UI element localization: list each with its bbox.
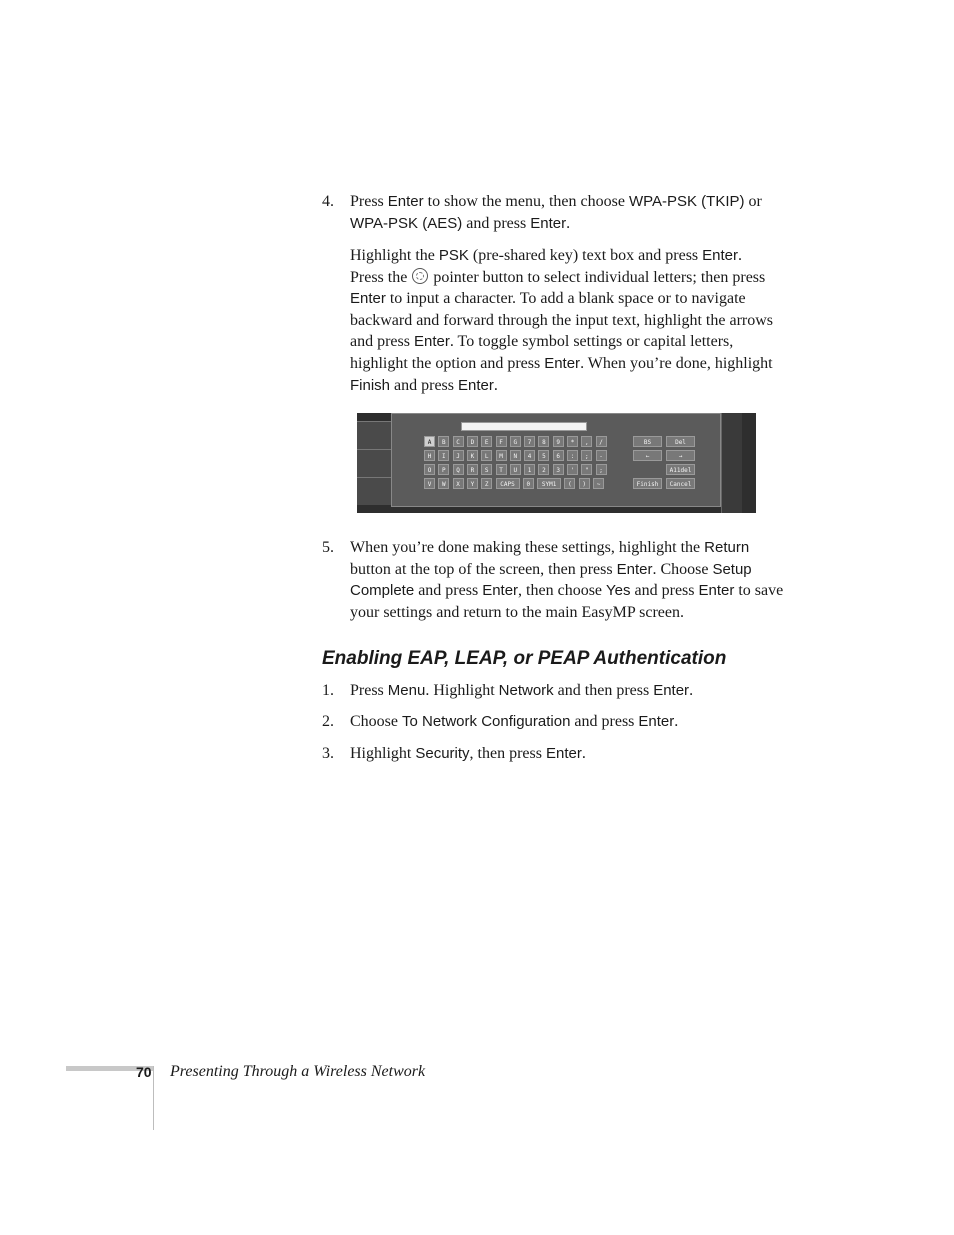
keyboard-key: 1: [524, 464, 535, 475]
pointer-button-icon: [412, 268, 428, 284]
keyboard-key: :: [567, 450, 578, 461]
list-item: 1. Press Menu. Highlight Network and then press Enter.: [322, 682, 694, 699]
keyboard-key: 0: [523, 478, 534, 489]
keyboard-key: 8: [538, 436, 549, 447]
keyboard-key: ": [581, 464, 592, 475]
keyboard-key: CAPS: [496, 478, 520, 489]
keyboard-key: C: [453, 436, 464, 447]
keyboard-key: S: [481, 464, 492, 475]
step-text: When you’re done making these settings, highlight the Return button at the top of the screen, then press Enter. Choose Setup Complete and press Enter, then choose Yes and press Enter to save your settings and return to the main EasyMP screen.: [350, 539, 784, 621]
keyboard-key: M: [496, 450, 507, 461]
keyboard-key: Y: [467, 478, 478, 489]
keyboard-key: 6: [553, 450, 564, 461]
keyboard-key: H: [424, 450, 435, 461]
keyboard-key: -: [596, 450, 607, 461]
keyboard-key: 2: [538, 464, 549, 475]
keyboard-key: 5: [538, 450, 549, 461]
keyboard-key: ;: [596, 464, 607, 475]
keyboard-key: B: [438, 436, 449, 447]
keyboard-key: SYM1: [537, 478, 561, 489]
keyboard-key: ;: [581, 450, 592, 461]
keyboard-key: K: [467, 450, 478, 461]
keyboard-key: L: [481, 450, 492, 461]
psk-field: [461, 422, 587, 431]
keyboard-key: 7: [524, 436, 535, 447]
psk-instructions: Highlight the PSK (pre-shared key) text box and press Enter. Press the pointer button to select individual letters; then press Enter to input a character. To add a blank space or to navigate backward and forward through the input text, highlight the arrows and press Enter. To toggle symbol settings or capital letters, highlight the option and press Enter. When you’re done, highlight Finish and press Enter.: [350, 247, 773, 394]
keyboard-key: I: [438, 450, 449, 461]
list-item: 3. Highlight Security, then press Enter.: [322, 745, 586, 762]
section-heading: Enabling EAP, LEAP, or PEAP Authentication: [322, 648, 727, 669]
keyboard-function-key: Finish: [633, 478, 662, 489]
keyboard-key: ': [567, 464, 578, 475]
step-5: [322, 537, 784, 623]
keyboard-key: A: [424, 436, 435, 447]
page-number: 70: [136, 1064, 152, 1080]
step-number: 5.: [322, 539, 334, 556]
side-tab: [357, 421, 393, 449]
keyboard-key: X: [453, 478, 464, 489]
keyboard-key: T: [496, 464, 507, 475]
keyboard-function-key: Del: [666, 436, 695, 447]
keyboard-key: 4: [524, 450, 535, 461]
keyboard-key: E: [481, 436, 492, 447]
running-title: Presenting Through a Wireless Network: [170, 1063, 426, 1080]
keyboard-key: J: [453, 450, 464, 461]
keyboard-key: U: [510, 464, 521, 475]
keyboard-key: *: [567, 436, 578, 447]
keyboard-key: /: [596, 436, 607, 447]
keyboard-dialog: [391, 413, 721, 507]
list-item: 2. Choose To Network Configuration and press Enter.: [322, 713, 679, 730]
keyboard-key: P: [438, 464, 449, 475]
keyboard-key: V: [424, 478, 435, 489]
screen-edge: [721, 413, 742, 513]
keyboard-key: G: [510, 436, 521, 447]
side-tab: [357, 477, 393, 505]
footer-divider: [153, 1066, 154, 1130]
step-number: 4.: [322, 193, 334, 210]
keyboard-key: ): [579, 478, 590, 489]
keyboard-screenshot: [357, 413, 756, 513]
keyboard-function-key: BS: [633, 436, 662, 447]
keyboard-key: D: [467, 436, 478, 447]
keyboard-key: N: [510, 450, 521, 461]
keyboard-function-key: A11del: [666, 464, 695, 475]
keyboard-key: Q: [453, 464, 464, 475]
keyboard-key: ,: [581, 436, 592, 447]
step-4: [322, 191, 784, 234]
keyboard-function-key: ←: [633, 450, 662, 461]
keyboard-function-key: →: [666, 450, 695, 461]
keyboard-key: R: [467, 464, 478, 475]
keyboard-key: O: [424, 464, 435, 475]
keyboard-key: F: [496, 436, 507, 447]
keyboard-key: W: [438, 478, 449, 489]
step-text: Press Enter to show the menu, then choose WPA-PSK (TKIP) or WPA-PSK (AES) and press Enter.: [350, 193, 762, 232]
keyboard-function-key: Cancel: [666, 478, 695, 489]
keyboard-key: ~: [593, 478, 604, 489]
side-tab: [357, 449, 393, 477]
keyboard-key: 3: [553, 464, 564, 475]
keyboard-key: (: [564, 478, 575, 489]
keyboard-key: Z: [481, 478, 492, 489]
keyboard-key: 9: [553, 436, 564, 447]
